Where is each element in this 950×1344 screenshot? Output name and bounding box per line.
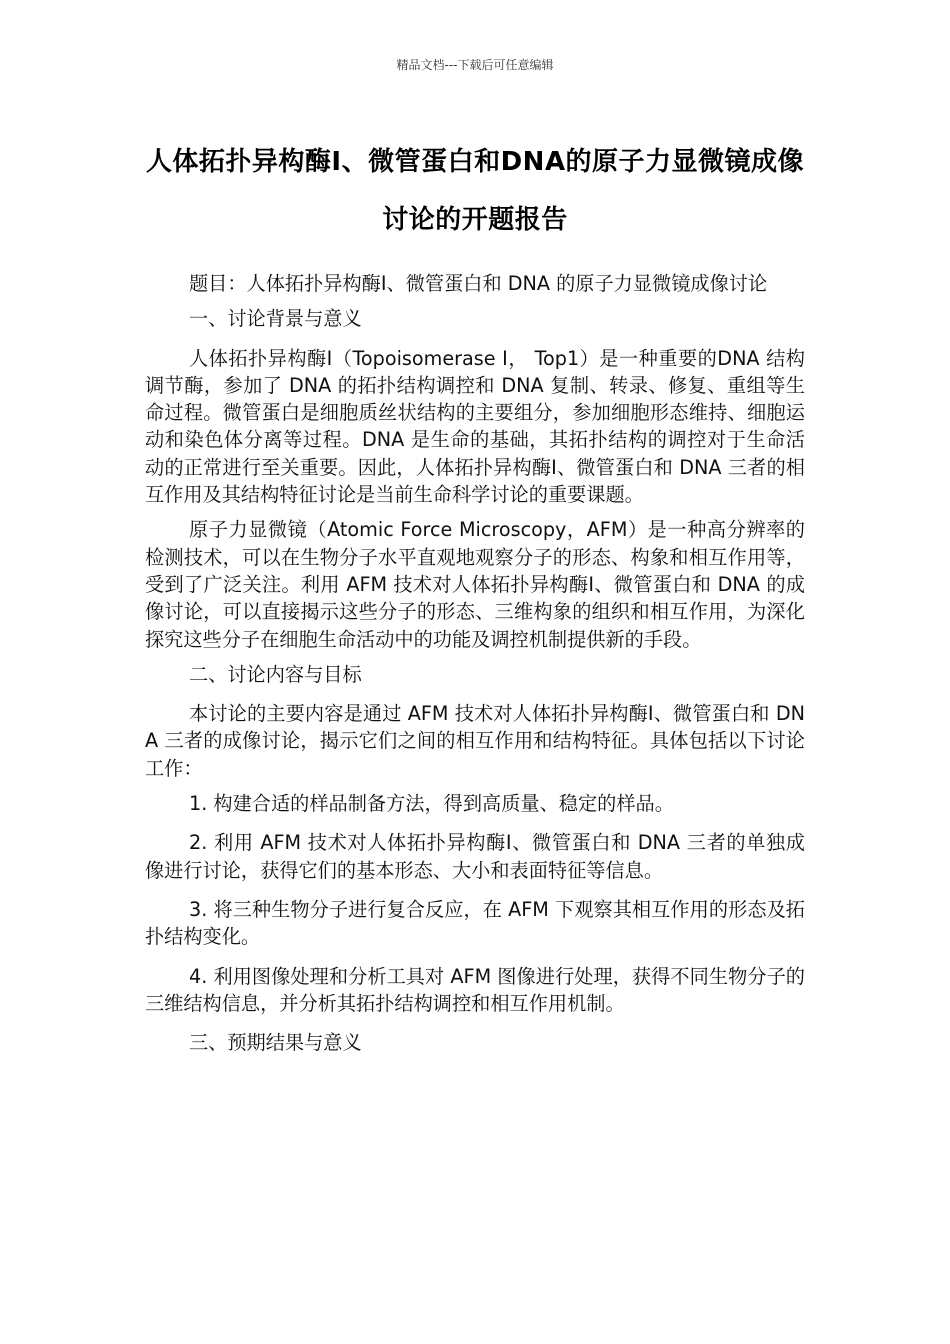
topic-paragraph: 题目：人体拓扑异构酶Ⅰ、微管蛋白和 DNA 的原子力显微镜成像讨论 bbox=[189, 272, 768, 295]
document-body bbox=[145, 270, 805, 1068]
background-paragraph-1: 人体拓扑异构酶Ⅰ（Topoisomerase I， Top1）是一种重要的DNA 结构调节酶，参加了 DNA 的拓扑结构调控和 DNA 复制、转录、修复、重组等生命过程。微管蛋白是细胞质丝状结构的主要组分，参加细胞形态维持、细胞运动和染色体分离等过程。DNA 是生命的基础，其拓扑结构的调控对于生命活动的正常进行至关重要。因此，人体拓扑异构酶Ⅰ、微管蛋白和 DNA 三者的相互作用及其结构特征讨论是当前生命科学讨论的重要课题。 bbox=[145, 346, 805, 507]
section-heading-results: 三、预期结果与意义 bbox=[189, 1031, 362, 1055]
list-item-3: 3. 将三种生物分子进行复合反应，在 AFM 下观察其相互作用的形态及拓扑结构变化。 bbox=[145, 897, 805, 949]
list-item-4: 4. 利用图像处理和分析工具对 AFM 图像进行处理，获得不同生物分子的三维结构信息，并分析其拓扑结构调控和相互作用机制。 bbox=[145, 964, 805, 1015]
page-header-note: 精品文档---下载后可任意编辑 bbox=[396, 58, 554, 72]
list-item-1: 1. 构建合适的样品制备方法，得到高质量、稳定的样品。 bbox=[189, 792, 674, 816]
list-item-2: 2. 利用 AFM 技术对人体拓扑异构酶Ⅰ、微管蛋白和 DNA 三者的单独成像进行讨论，获得它们的基本形态、大小和表面特征等信息。 bbox=[145, 831, 805, 882]
background-paragraph-2: 原子力显微镜（Atomic Force Microscopy，AFM）是一种高分辨率的检测技术，可以在生物分子水平直观地观察分子的形态、构象和相互作用等，受到了广泛关注。利用 AFM 技术对人体拓扑异构酶Ⅰ、微管蛋白和 DNA 的成像讨论，可以直接揭示这些分子的形态、三维构象的组织和相互作用，为深化探究这些分子在细胞生命活动中的功能及调控机制提供新的手段。 bbox=[145, 518, 805, 651]
document-title: 人体拓扑异构酶Ⅰ、微管蛋白和DNA的原子力显微镜成像讨论的开题报告 bbox=[145, 147, 805, 235]
content-paragraph: 本讨论的主要内容是通过 AFM 技术对人体拓扑异构酶Ⅰ、微管蛋白和 DNA 三者的成像讨论，揭示它们之间的相互作用和结构特征。具体包括以下讨论工作： bbox=[145, 702, 805, 780]
section-heading-background: 一、讨论背景与意义 bbox=[189, 307, 362, 331]
section-heading-content: 二、讨论内容与目标 bbox=[189, 662, 362, 686]
